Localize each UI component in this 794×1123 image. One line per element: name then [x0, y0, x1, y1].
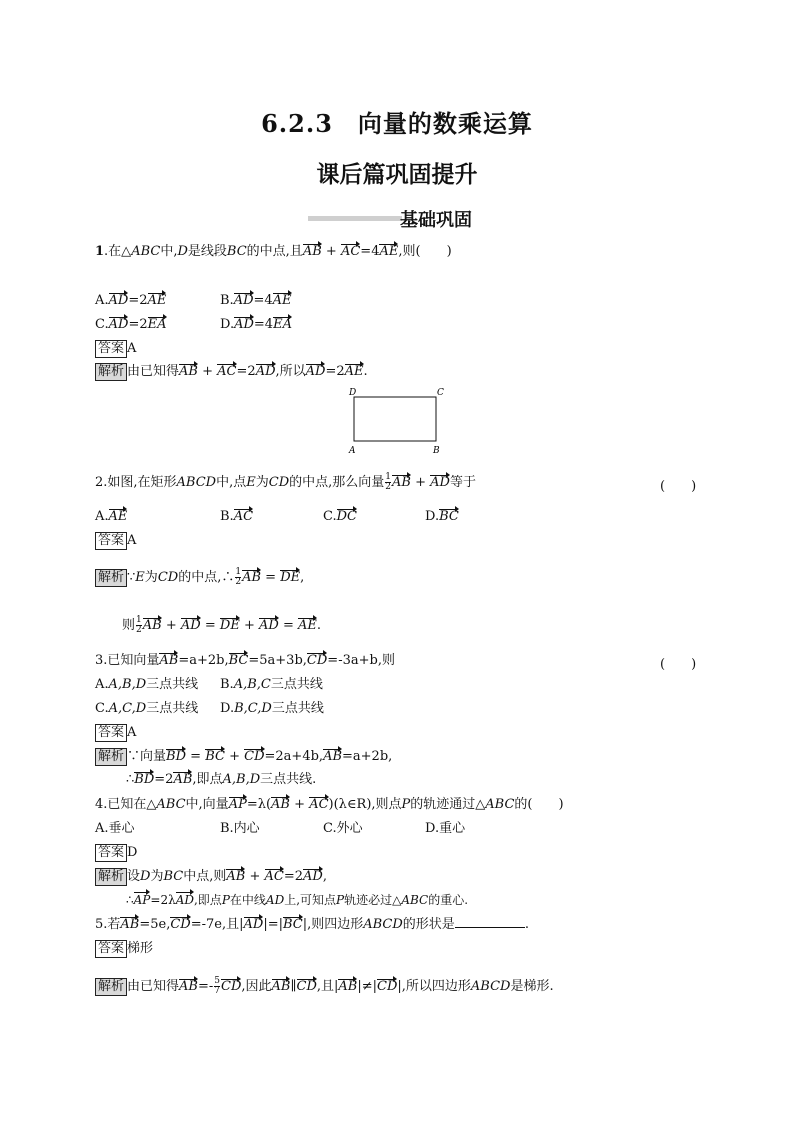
question-4-answer: 答案 D	[95, 844, 137, 862]
question-1-option-b: B.AD=4AE	[220, 293, 292, 308]
label-d: D	[349, 388, 357, 398]
question-5-analysis: 解析 由已知得AB=- $\frac{5}{7}$ CD,因此AB∥CD,且|AB|≠|CD|,所以四边形ABCD是梯形.	[95, 977, 554, 996]
question-2-option-b: B.AC	[220, 509, 254, 524]
question-2-stem: 2.如图,在矩形ABCD中,点E为CD的中点,那么向量 $\frac{1}{2}$ AB + AD等于	[95, 472, 476, 492]
question-1-option-a: A.AD=2AE	[95, 293, 167, 308]
question-3-option-b: B.A,B,C三点共线	[220, 677, 323, 692]
question-2-option-a: A.AE	[95, 509, 128, 524]
question-2-option-d: D.BC	[425, 509, 459, 524]
question-4-stem: 4.已知在△ABC中,向量AP=λ(AB + AC)(λ∈R),则点P的轨迹通过△ABC的( )	[95, 797, 564, 812]
question-2-analysis-2: 则 $\frac{1}{2}$ AB + AD = DE + AD = AE.	[122, 615, 322, 635]
question-4-option-d: D.重心	[425, 821, 466, 836]
label-b: B	[433, 446, 440, 456]
question-3-option-d: D.B,C,D三点共线	[220, 701, 324, 716]
fraction-five-sevenths: $\frac{5}{7}$	[214, 976, 221, 996]
fill-blank	[455, 927, 525, 928]
question-1-answer: 答案 A	[95, 340, 136, 358]
question-4-analysis-1: 解析 设D为BC中点,则AB + AC=2AD,	[95, 868, 327, 886]
question-5-stem: 5.若AB=5e,CD=-7e,且|AD|=|BC|,则四边形ABCD的形状是 .	[95, 917, 529, 932]
question-4-analysis-2: ∴AP=2λAD,即点P在中线AD上,可知点P轨迹必过△ABC的重心.	[126, 893, 469, 907]
question-3-paren: ( )	[660, 657, 697, 672]
question-3-answer: 答案 A	[95, 724, 136, 742]
question-1-option-c: C.AD=2EA	[95, 317, 167, 332]
question-2-option-c: C.DC	[323, 509, 357, 524]
question-1-analysis: 解析 由已知得AB + AC=2AD,所以AD=2AE.	[95, 363, 368, 381]
rectangle-abcd	[354, 397, 436, 441]
page-subtitle: 课后篇巩固提升	[316, 161, 478, 188]
label-c: C	[437, 388, 444, 398]
question-4-option-a: A.垂心	[95, 821, 135, 836]
section-title: 基础巩固	[400, 210, 472, 231]
question-2-analysis-1: 解析 ∵E为CD的中点,∴ $\frac{1}{2}$ AB = DE,	[95, 568, 304, 587]
question-4-option-b: B.内心	[220, 821, 260, 836]
label-a: A	[349, 446, 356, 456]
question-1-stem: 1.在△ABC中,D是线段BC的中点,且AB + AC=4AE,则( )	[95, 244, 452, 259]
question-5-answer: 答案 梯形	[95, 940, 153, 958]
question-2-answer: 答案 A	[95, 532, 136, 550]
rectangle-figure	[346, 385, 450, 457]
question-3-analysis-2: ∴BD=2AB,即点A,B,D三点共线.	[126, 772, 317, 787]
question-3-option-a: A.A,B,D三点共线	[95, 677, 199, 692]
analysis-tag: 解析	[95, 363, 127, 381]
question-3-analysis-1: 解析 ∵向量BD = BC + CD=2a+4b,AB=a+2b,	[95, 748, 392, 766]
question-2-paren: ( )	[660, 479, 697, 494]
question-3-option-c: C.A,C,D三点共线	[95, 701, 199, 716]
question-1-option-d: D.AD=4EA	[220, 317, 292, 332]
section-bar	[308, 216, 402, 221]
page-title: 6.2.3 向量的数乘运算	[261, 109, 533, 138]
fraction-half: $\frac{1}{2}$	[385, 472, 392, 492]
question-3-stem: 3.已知向量AB=a+2b,BC=5a+3b,CD=-3a+b,则	[95, 653, 395, 668]
question-4-option-c: C.外心	[323, 821, 363, 836]
answer-tag: 答案	[95, 340, 127, 358]
